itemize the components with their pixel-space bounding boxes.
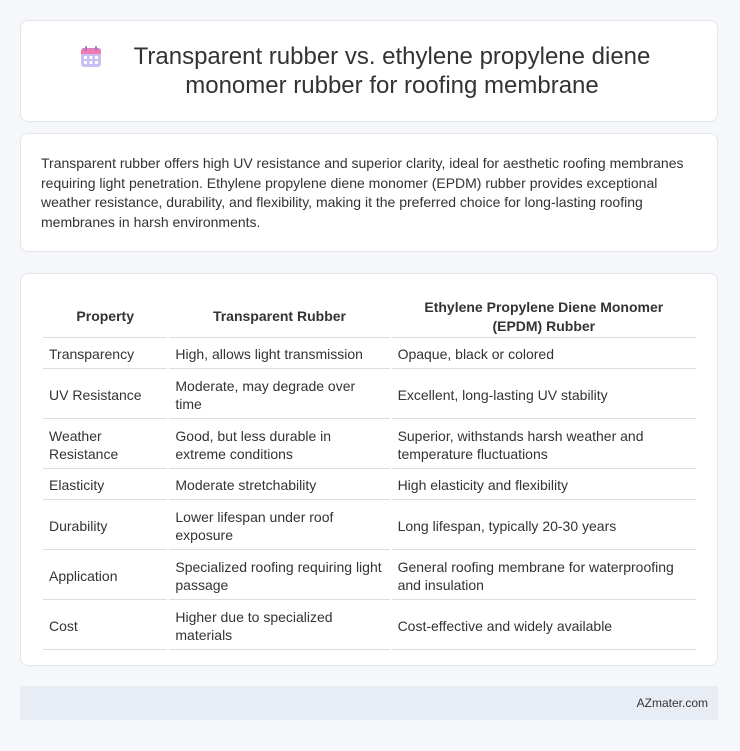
cell-epdm: General roofing membrane for waterproofing and insulation bbox=[392, 552, 696, 600]
table-row bbox=[43, 602, 696, 650]
cell-property: Elasticity bbox=[43, 471, 167, 500]
table-row bbox=[43, 552, 696, 600]
cell-transparent: Lower lifespan under roof exposure bbox=[169, 502, 389, 550]
title-card bbox=[20, 20, 718, 122]
cell-property: Cost bbox=[43, 602, 167, 650]
cell-transparent: Higher due to specialized materials bbox=[169, 602, 389, 650]
comparison-table bbox=[41, 294, 698, 652]
footer bbox=[20, 686, 718, 720]
table-card bbox=[20, 273, 718, 666]
table-row bbox=[43, 371, 696, 419]
cell-transparent: Specialized roofing requiring light passage bbox=[169, 552, 389, 600]
footer-brand: AZmater.com bbox=[636, 696, 708, 710]
cell-transparent: High, allows light transmission bbox=[169, 340, 389, 369]
cell-property: Application bbox=[43, 552, 167, 600]
table-row bbox=[43, 340, 696, 369]
cell-epdm: High elasticity and flexibility bbox=[392, 471, 696, 500]
cell-property: Weather Resistance bbox=[43, 421, 167, 469]
cell-epdm: Opaque, black or colored bbox=[392, 340, 696, 369]
header-transparent-rubber: Transparent Rubber bbox=[169, 296, 389, 338]
cell-epdm: Long lifespan, typically 20-30 years bbox=[392, 502, 696, 550]
cell-property: UV Resistance bbox=[43, 371, 167, 419]
cell-transparent: Good, but less durable in extreme conditions bbox=[169, 421, 389, 469]
cell-property: Transparency bbox=[43, 340, 167, 369]
cell-transparent: Moderate, may degrade over time bbox=[169, 371, 389, 419]
cell-epdm: Excellent, long-lasting UV stability bbox=[392, 371, 696, 419]
header-property: Property bbox=[43, 296, 167, 338]
calendar-icon bbox=[79, 45, 103, 69]
intro-text: Transparent rubber offers high UV resistance and superior clarity, ideal for aesthetic roofing membranes requiring light penetration. Ethylene propylene diene monomer (EPDM) rubber provides exceptional weather resistance, durability, and flexibility, making it the preferred choice for long-lasting roofing membranes in harsh environments. bbox=[41, 155, 684, 230]
page-title: Transparent rubber vs. ethylene propylene diene monomer rubber for roofing membrane bbox=[133, 43, 651, 99]
cell-transparent: Moderate stretchability bbox=[169, 471, 389, 500]
cell-epdm: Superior, withstands harsh weather and temperature fluctuations bbox=[392, 421, 696, 469]
table-header-row bbox=[43, 296, 696, 338]
table-row bbox=[43, 471, 696, 500]
intro-card bbox=[20, 133, 718, 252]
cell-property: Durability bbox=[43, 502, 167, 550]
cell-epdm: Cost-effective and widely available bbox=[392, 602, 696, 650]
header-epdm-rubber: Ethylene Propylene Diene Monomer (EPDM) Rubber bbox=[392, 296, 696, 338]
title-wrap bbox=[79, 42, 659, 100]
table-row bbox=[43, 502, 696, 550]
table-row bbox=[43, 421, 696, 469]
